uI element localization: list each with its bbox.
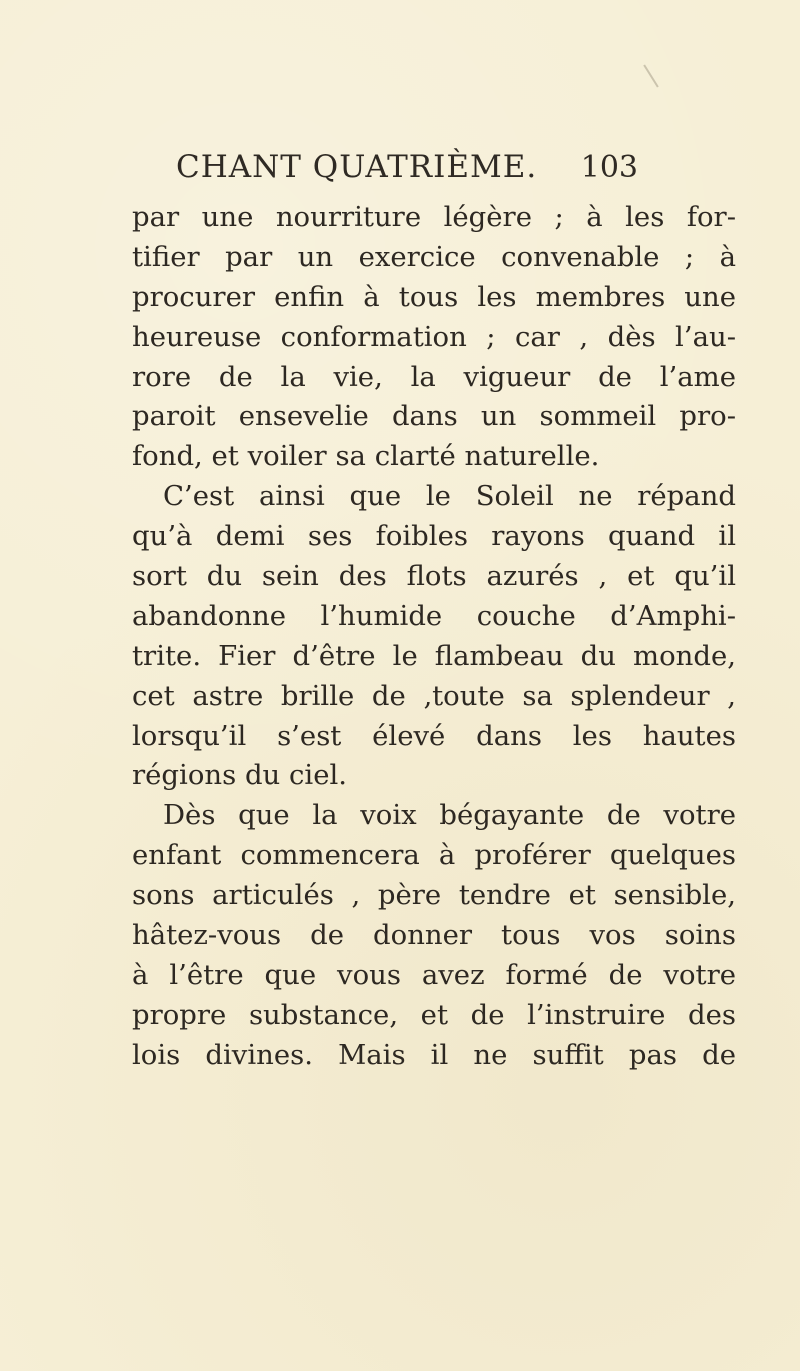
running-title: CHANT QUATRIÈME. (176, 149, 538, 185)
text-line-18: sons articulés , père tendre et sensible, (132, 879, 736, 912)
text-line-16: Dès que la voix bégayante de votre (163, 799, 736, 832)
paper-mark (643, 64, 658, 87)
text-line-1: par une nourriture légère ; à les for- (132, 201, 736, 233)
text-line-12: trite. Fier d’être le flambeau du monde, (132, 639, 736, 672)
text-line-10: sort du sein des flots azurés , et qu’il (132, 560, 736, 593)
text-line-5: rore de la vie, la vigueur de l’ame (132, 360, 736, 393)
text-line-11: abandonne l’humide couche d’Amphi- (132, 599, 736, 632)
text-line-6: paroit ensevelie dans un sommeil pro- (132, 400, 736, 433)
text-line-3: procurer enfin à tous les membres une (132, 280, 736, 313)
text-line-7: fond, et voiler sa clarté naturelle. (132, 440, 600, 473)
page-header (176, 149, 646, 197)
text-line-21: propre substance, et de l’instruire des (132, 998, 736, 1031)
text-line-13: cet astre brille de ‚toute sa splendeur , (132, 679, 736, 712)
text-line-9: qu’à demi ses foibles rayons quand il (132, 520, 736, 553)
text-line-17: enfant commencera à proférer quelques (132, 839, 736, 872)
text-line-14: lorsqu’il s’est élevé dans les hautes (132, 719, 736, 752)
page-number: 103 (580, 150, 638, 185)
text-line-8: C’est ainsi que le Soleil ne répand (163, 480, 736, 513)
text-line-15: régions du ciel. (132, 759, 348, 792)
text-line-22: lois divines. Mais il ne suffit pas de (132, 1038, 736, 1071)
text-line-20: à l’être que vous avez formé de votre (132, 958, 736, 991)
text-line-4: heureuse conformation ; car , dès l’au- (132, 320, 736, 353)
page-text (132, 198, 736, 1076)
text-line-19: hâtez-vous de donner tous vos soins (132, 919, 736, 952)
text-line-2: tifier par un exercice convenable ; à (132, 240, 736, 273)
